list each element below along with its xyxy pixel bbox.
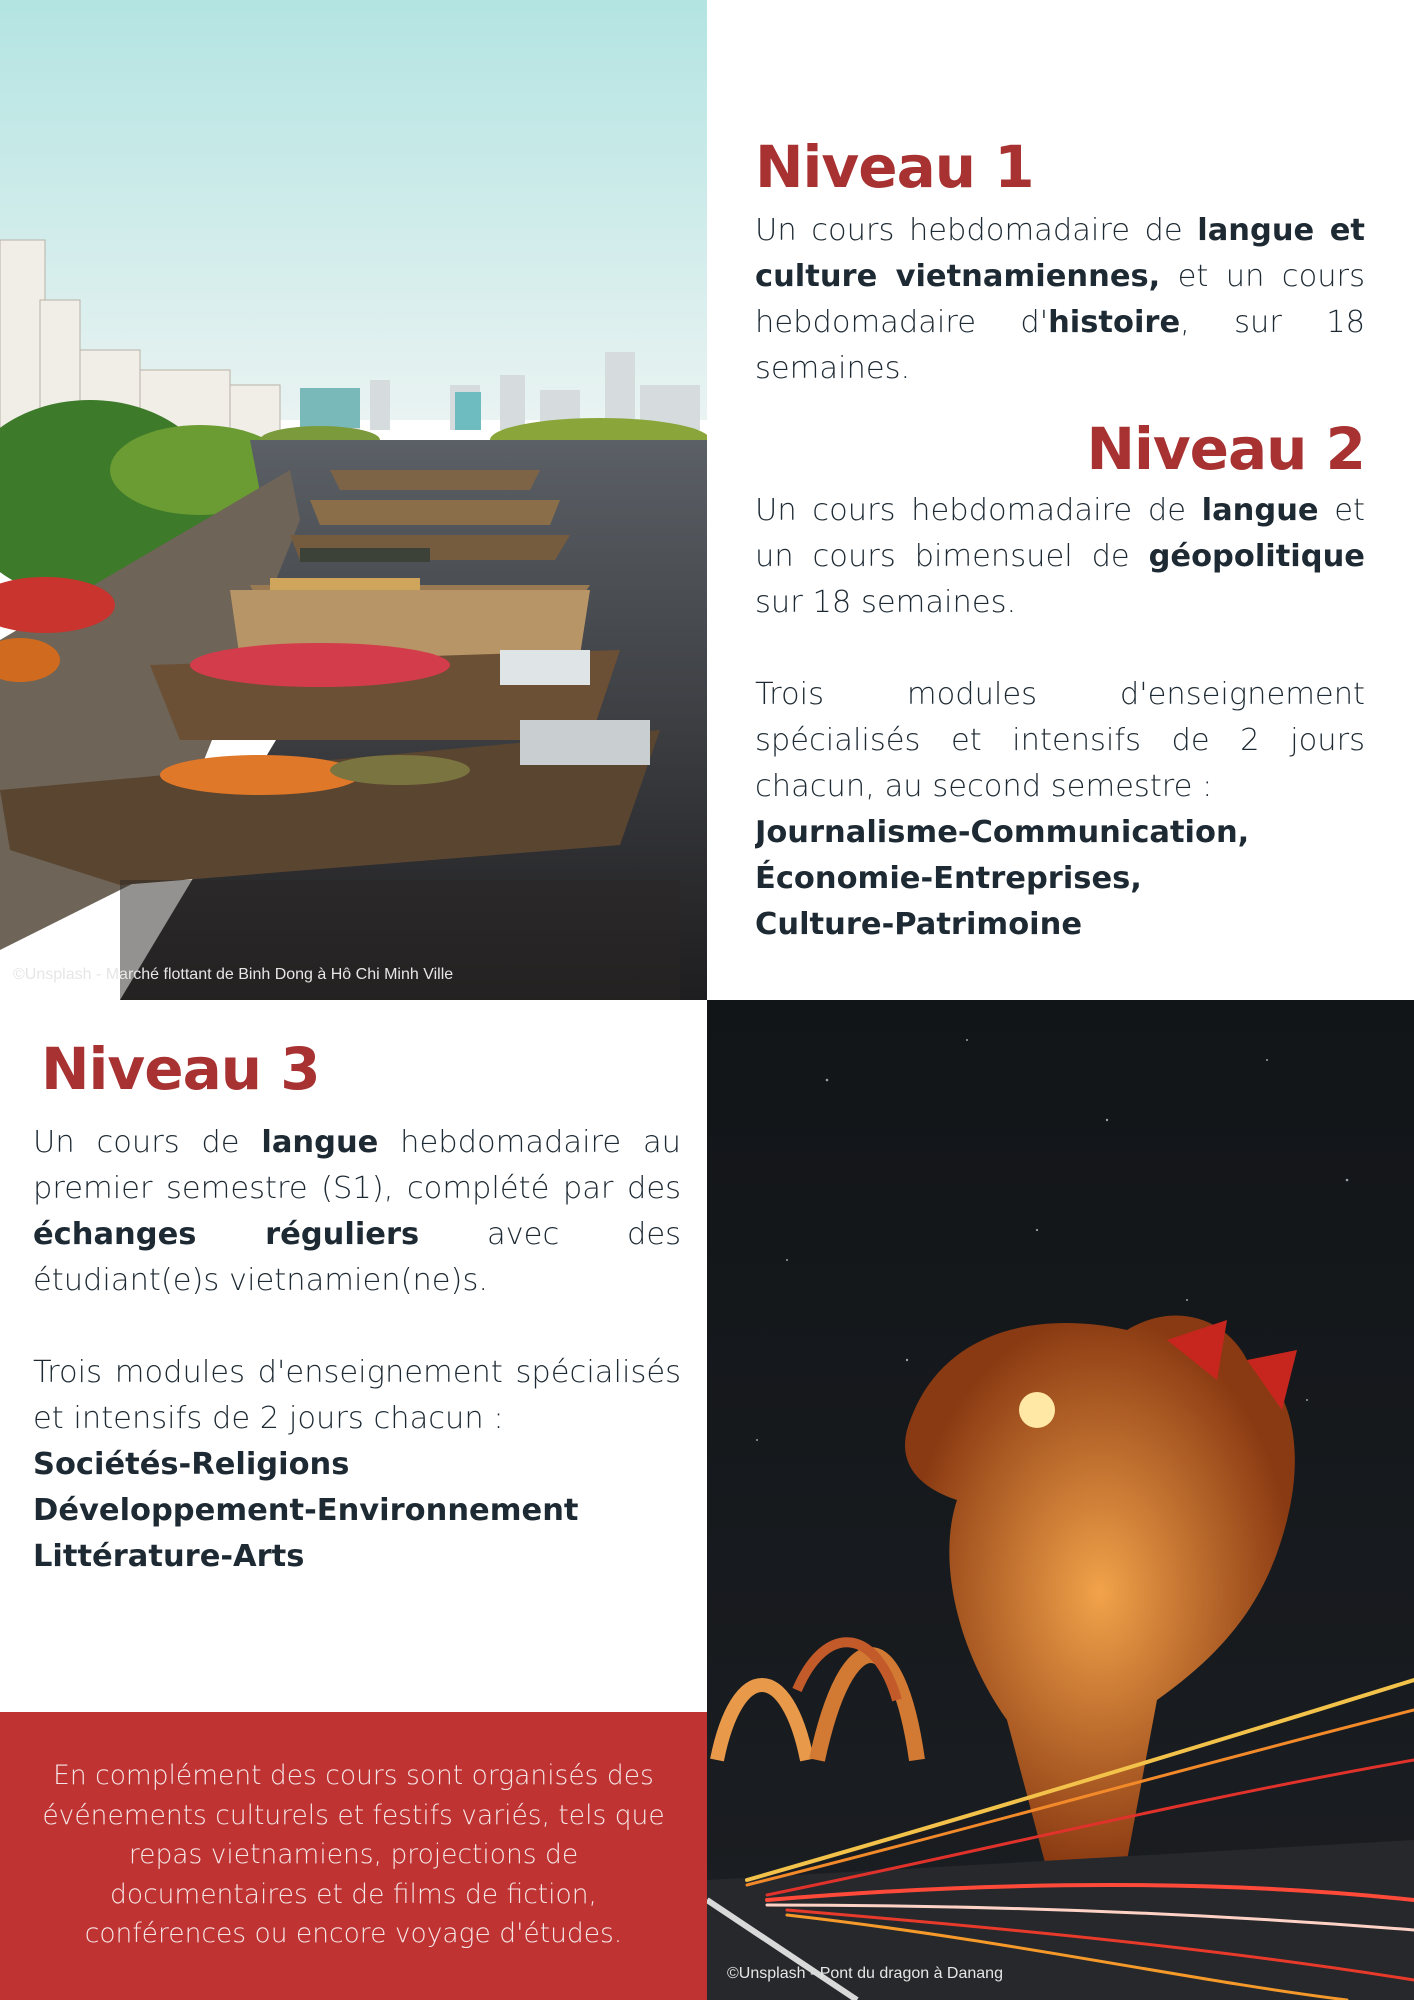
floating-market-photo bbox=[0, 0, 707, 1000]
dragon-bridge-photo bbox=[707, 1000, 1414, 2000]
photo-caption-bridge: ©Unsplash - Pont du dragon à Danang bbox=[727, 1965, 1003, 1982]
niveau-3-title: Niveau 3 bbox=[41, 1040, 320, 1103]
niveau-2-description: Un cours hebdomadaire de langue et un cours bimensuel de géopolitique sur 18 semaines. bbox=[755, 493, 1365, 620]
niveau-3-description: Un cours de langue hebdomadaire au premier semestre (S1), complété par des échanges réguliers avec des étudiant(e)s vietnamien(ne)s. bbox=[33, 1125, 681, 1298]
dragon-bridge-illustration bbox=[707, 1000, 1414, 2000]
niveau-2-title: Niveau 2 bbox=[1086, 420, 1365, 483]
floating-market-illustration bbox=[0, 0, 707, 1000]
niveau-2-module: Journalisme-Communication, bbox=[755, 815, 1250, 850]
niveau-2-module: Économie-Entreprises, bbox=[755, 861, 1142, 896]
niveau-2-module: Culture-Patrimoine bbox=[755, 907, 1083, 942]
niveau-2-section bbox=[755, 420, 1365, 948]
photo-caption-market: ©Unsplash - Marché flottant de Binh Dong à Hô Chi Minh Ville bbox=[13, 966, 454, 983]
niveau-1-title: Niveau 1 bbox=[755, 138, 1034, 201]
niveau-3-module: Littérature-Arts bbox=[33, 1539, 305, 1574]
events-info-text: En complément des cours sont organisés des événements culturels et festifs variés, tels que repas vietnamiens, projections de documentaires et de films de fiction, conférences ou encore voyage d'études. bbox=[42, 1760, 665, 1949]
niveau-3-module: Sociétés-Religions bbox=[33, 1447, 350, 1482]
events-info-box bbox=[0, 1712, 707, 2000]
niveau-2-modules-intro: Trois modules d'enseignement spécialisés et intensifs de 2 jours chacun, au second semestre : bbox=[755, 677, 1365, 804]
niveau-1-description: Un cours hebdomadaire de langue et culture vietnamiennes, et un cours hebdomadaire d'histoire, sur 18 semaines. bbox=[755, 213, 1365, 386]
niveau-3-modules-intro: Trois modules d'enseignement spécialisés et intensifs de 2 jours chacun : bbox=[33, 1355, 681, 1436]
niveau-3-module: Développement-Environnement bbox=[33, 1493, 579, 1528]
niveau-3-section bbox=[33, 1040, 681, 1580]
niveau-1-section bbox=[755, 138, 1365, 392]
